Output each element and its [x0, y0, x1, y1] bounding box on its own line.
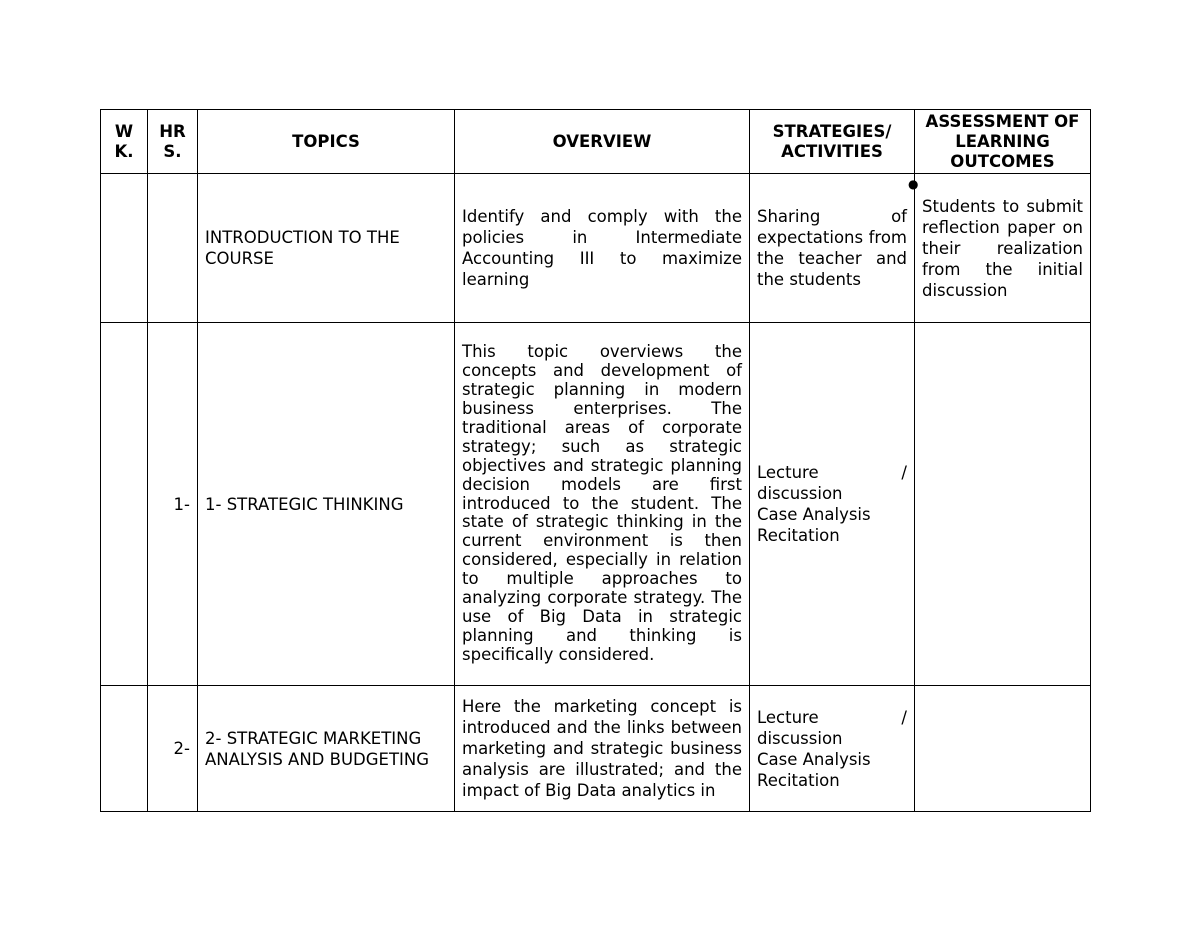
strategy-item: Recitation: [757, 770, 840, 790]
topic-cell: 2- STRATEGIC MARKETING ANALYSIS AND BUDGETING: [198, 686, 455, 812]
overview-cell: This topic overviews the concepts and development of strategic planning in modern business enterprises. The traditional areas of corporate strategy; such as strategic objectives and strategic planning decision models are first introduced to the student. The state of strategic thinking in the current environment is then considered, especially in relation to multiple approaches to analyzing corporate strategy. The use of Big Data in strategic planning and thinking is specifically considered.: [455, 323, 750, 686]
header-row: [101, 110, 1091, 174]
strategies-cell: [750, 174, 915, 323]
table-row: [101, 174, 1091, 323]
strategy-item: Sharing of expectations from the teacher and the students: [757, 207, 907, 289]
wk-cell: [101, 686, 148, 812]
header-hrs: HR S.: [148, 110, 198, 174]
strategies-cell: [750, 686, 915, 812]
strategy-item: Case Analysis: [757, 749, 871, 769]
strategy-item: Recitation: [757, 526, 840, 545]
topic-cell: INTRODUCTION TO THE COURSE: [198, 174, 455, 323]
assessment-cell: [908, 174, 1091, 323]
overview-cell: Identify and comply with the policies in Intermediate Accounting III to maximize learning: [455, 174, 750, 323]
wk-cell: [101, 174, 148, 323]
overview-cell: Here the marketing concept is introduced and the links between marketing and strategic business analysis are illustrated; and the impact of Big Data analytics in: [455, 686, 750, 812]
hrs-cell: 1-: [148, 323, 198, 686]
strategy-item: Lecture / discussion: [757, 707, 907, 748]
header-assessment: ASSESSMENT OF LEARNING OUTCOMES: [915, 110, 1091, 174]
topic-cell: 1- STRATEGIC THINKING: [198, 323, 455, 686]
assessment-text: Students to submit reflection paper on their realization from the initial discussion: [922, 196, 1083, 300]
hrs-cell: 2-: [148, 686, 198, 812]
wk-cell: [101, 323, 148, 686]
hrs-cell: [148, 174, 198, 323]
table-row: [101, 323, 1091, 686]
header-topics: TOPICS: [198, 110, 455, 174]
assessment-cell: [915, 323, 1091, 686]
assessment-cell: [915, 686, 1091, 812]
strategy-item: Lecture / discussion: [757, 463, 907, 503]
strategy-item: Case Analysis: [757, 505, 871, 524]
syllabus-table: [100, 109, 1091, 812]
strategies-cell: [750, 323, 915, 686]
header-overview: OVERVIEW: [455, 110, 750, 174]
header-strategies: STRATEGIES/ ACTIVITIES: [750, 110, 915, 174]
bullet-icon: ●: [908, 177, 919, 191]
table-row: [101, 686, 1091, 812]
header-wk: W K.: [101, 110, 148, 174]
